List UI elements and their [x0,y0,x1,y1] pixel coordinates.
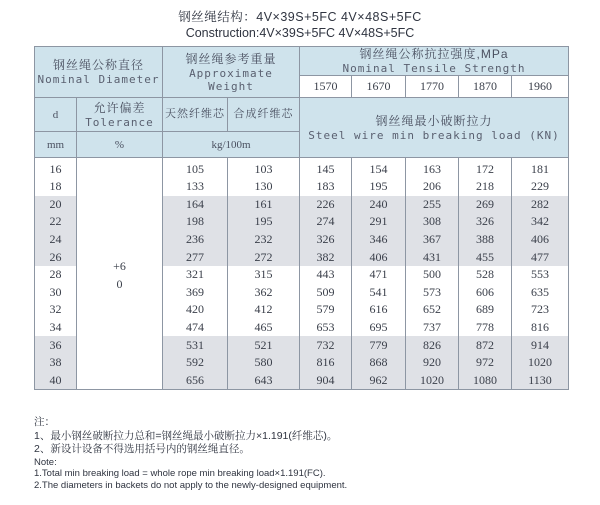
breaking-load-cell: 573 [406,284,459,302]
breaking-load-cell: 723 [512,301,569,319]
breaking-load-cell: 206 [406,178,459,196]
header-approximate-weight [163,47,300,98]
diameter-cell: 34 [35,319,77,337]
breaking-load-cell: 154 [352,158,406,179]
diameter-cell: 30 [35,284,77,302]
breaking-load-cell: 326 [300,231,352,249]
weight-cell: 161 [228,196,300,214]
weight-cell: 643 [228,372,300,390]
breaking-load-cell: 455 [459,248,512,266]
title-block [0,9,600,41]
breaking-load-cell: 269 [459,196,512,214]
diameter-cell: 26 [35,248,77,266]
diameter-cell: 24 [35,231,77,249]
breaking-load-cell: 868 [352,354,406,372]
breaking-load-cell: 172 [459,158,512,179]
header-unit-weight: kg/100m [163,132,300,158]
breaking-load-cell: 778 [459,319,512,337]
header-tensile-strength-cn: 钢丝绳公称抗拉强度,MPa [359,47,509,61]
breaking-load-cell: 195 [352,178,406,196]
weight-cell: 580 [228,354,300,372]
breaking-load-cell: 274 [300,213,352,231]
breaking-load-cell: 255 [406,196,459,214]
weight-cell: 315 [228,266,300,284]
notes-label-cn: 注： [34,416,55,428]
diameter-cell: 32 [35,301,77,319]
weight-cell: 272 [228,248,300,266]
diameter-cell: 20 [35,196,77,214]
diameter-cell: 16 [35,158,77,179]
weight-cell: 412 [228,301,300,319]
breaking-load-cell: 388 [459,231,512,249]
diameter-cell: 22 [35,213,77,231]
weight-cell: 465 [228,319,300,337]
header-tensile-strength [300,47,569,76]
breaking-load-cell: 218 [459,178,512,196]
header-tolerance [77,98,163,132]
breaking-load-cell: 308 [406,213,459,231]
weight-cell: 521 [228,336,300,354]
breaking-load-cell: 606 [459,284,512,302]
weight-cell: 531 [163,336,228,354]
breaking-load-cell: 904 [300,372,352,390]
weight-cell: 232 [228,231,300,249]
breaking-load-cell: 872 [459,336,512,354]
header-synthetic-fibre-core: 合成纤维芯 [228,98,300,132]
weight-cell: 656 [163,372,228,390]
header-natural-fibre-core: 天然纤维芯 [163,98,228,132]
header-tensile-strength-en: Nominal Tensile Strength [342,62,526,75]
weight-cell: 133 [163,178,228,196]
breaking-load-cell: 477 [512,248,569,266]
breaking-load-cell: 541 [352,284,406,302]
breaking-load-cell: 1130 [512,372,569,390]
breaking-load-cell: 652 [406,301,459,319]
breaking-load-cell: 1020 [512,354,569,372]
breaking-load-cell: 181 [512,158,569,179]
weight-cell: 164 [163,196,228,214]
breaking-load-cell: 816 [512,319,569,337]
weight-cell: 198 [163,213,228,231]
header-approximate-weight-en: Approximate Weight [189,66,273,93]
weight-cell: 103 [228,158,300,179]
note-en-1: 1.Total min breaking load = whole rope min breaking load×1.191(FC). [34,468,326,479]
tolerance-minus: 0 [116,276,123,291]
breaking-load-cell: 229 [512,178,569,196]
breaking-load-cell: 826 [406,336,459,354]
notes-label-en: Note: [34,456,57,468]
breaking-load-cell: 431 [406,248,459,266]
table-row [35,158,569,179]
breaking-load-cell: 406 [352,248,406,266]
grade-1670: 1670 [352,76,406,98]
spec-table [34,46,569,390]
weight-cell: 362 [228,284,300,302]
breaking-load-cell: 291 [352,213,406,231]
note-cn-2: 2、新设计设备不得选用括号内的钢丝绳直径。 [34,443,250,455]
header-min-breaking-load-cn: 钢丝绳最小破断拉力 [375,113,493,128]
breaking-load-cell: 342 [512,213,569,231]
weight-cell: 420 [163,301,228,319]
weight-cell: 105 [163,158,228,179]
breaking-load-cell: 382 [300,248,352,266]
tolerance-plus: +6 [113,258,126,273]
breaking-load-cell: 346 [352,231,406,249]
header-nominal-diameter-en: Nominal Diameter [37,73,160,86]
breaking-load-cell: 443 [300,266,352,284]
header-min-breaking-load-en: Steel wire min breaking load (KN) [308,128,560,142]
breaking-load-cell: 528 [459,266,512,284]
breaking-load-cell: 282 [512,196,569,214]
breaking-load-cell: 962 [352,372,406,390]
breaking-load-cell: 914 [512,336,569,354]
breaking-load-cell: 616 [352,301,406,319]
weight-cell: 369 [163,284,228,302]
breaking-load-cell: 695 [352,319,406,337]
header-unit-mm: mm [35,132,77,158]
header-approximate-weight-cn: 钢丝绳参考重量 [185,51,277,66]
grade-1570: 1570 [300,76,352,98]
weight-cell: 130 [228,178,300,196]
breaking-load-cell: 163 [406,158,459,179]
note-cn-1: 1、最小钢丝破断拉力总和=钢丝绳最小破断拉力×1.191(纤维芯)。 [34,429,338,442]
breaking-load-cell: 579 [300,301,352,319]
breaking-load-cell: 1020 [406,372,459,390]
breaking-load-cell: 406 [512,231,569,249]
breaking-load-cell: 635 [512,284,569,302]
construction-title-en: Construction:4V×39S+5FC 4V×48S+5FC [185,26,415,40]
header-d-symbol: d [35,98,77,132]
header-tolerance-en: Tolerance [85,115,154,129]
breaking-load-cell: 920 [406,354,459,372]
spec-table-container [34,46,568,390]
weight-cell: 277 [163,248,228,266]
breaking-load-cell: 240 [352,196,406,214]
breaking-load-cell: 500 [406,266,459,284]
breaking-load-cell: 972 [459,354,512,372]
breaking-load-cell: 367 [406,231,459,249]
weight-cell: 474 [163,319,228,337]
breaking-load-cell: 326 [459,213,512,231]
breaking-load-cell: 471 [352,266,406,284]
breaking-load-cell: 1080 [459,372,512,390]
diameter-cell: 36 [35,336,77,354]
grade-1870: 1870 [459,76,512,98]
notes-section [34,416,574,491]
breaking-load-cell: 553 [512,266,569,284]
header-nominal-diameter [35,47,163,98]
diameter-cell: 28 [35,266,77,284]
table-body [35,158,569,390]
header-tolerance-cn: 允许偏差 [93,100,146,115]
breaking-load-cell: 732 [300,336,352,354]
breaking-load-cell: 226 [300,196,352,214]
grade-1960: 1960 [512,76,569,98]
note-en-2: 2.The diameters in backets do not apply to the newly-designed equipment. [34,479,348,491]
header-min-breaking-load [300,98,569,158]
weight-cell: 236 [163,231,228,249]
breaking-load-cell: 509 [300,284,352,302]
grade-1770: 1770 [406,76,459,98]
weight-cell: 321 [163,266,228,284]
diameter-cell: 18 [35,178,77,196]
breaking-load-cell: 653 [300,319,352,337]
weight-cell: 195 [228,213,300,231]
header-unit-percent: % [77,132,163,158]
tolerance-cell [77,158,163,390]
breaking-load-cell: 737 [406,319,459,337]
diameter-cell: 38 [35,354,77,372]
breaking-load-cell: 779 [352,336,406,354]
breaking-load-cell: 183 [300,178,352,196]
construction-title-cn: 钢丝绳结构：4V×39S+5FC 4V×48S+5FC [178,10,422,24]
weight-cell: 592 [163,354,228,372]
breaking-load-cell: 145 [300,158,352,179]
diameter-cell: 40 [35,372,77,390]
breaking-load-cell: 689 [459,301,512,319]
header-nominal-diameter-cn: 钢丝绳公称直径 [52,58,144,72]
breaking-load-cell: 816 [300,354,352,372]
